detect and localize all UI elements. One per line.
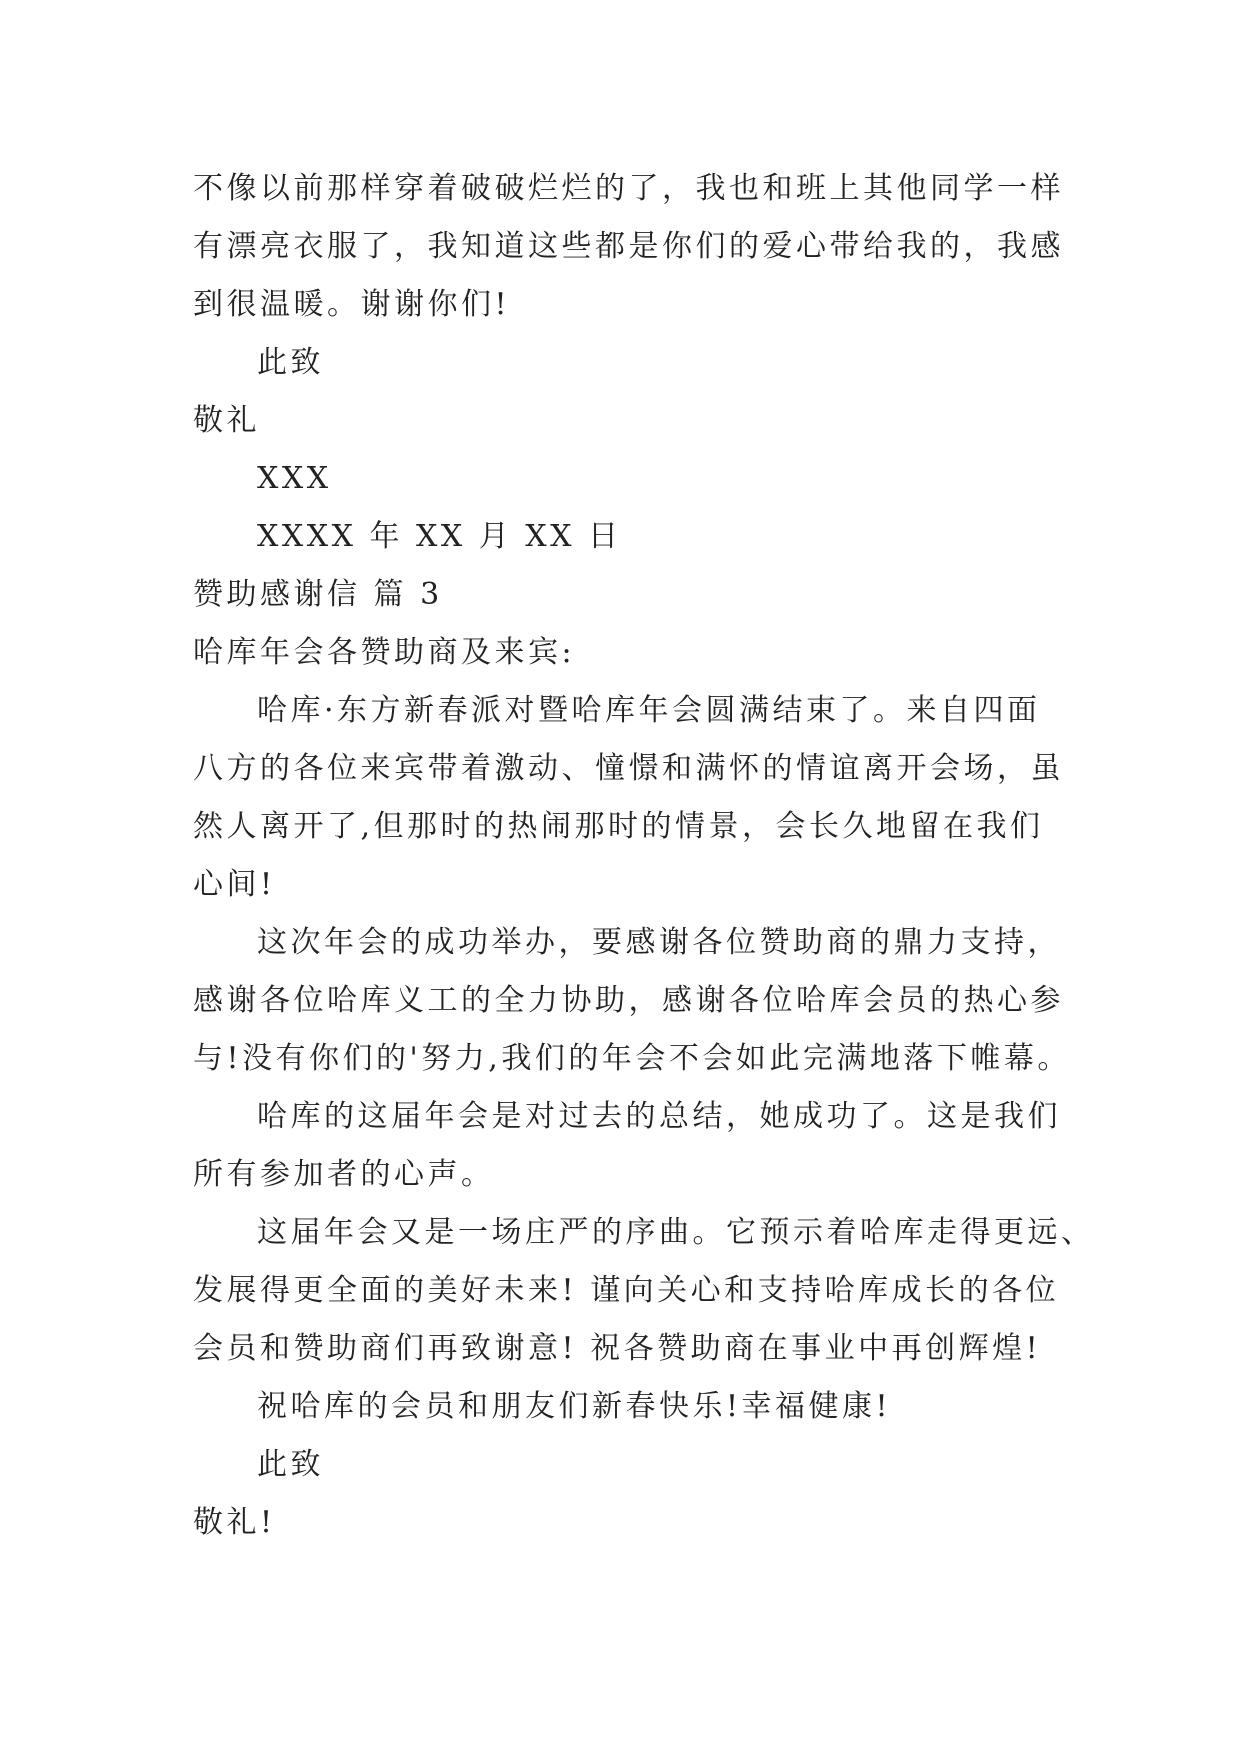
date-line: XXXX 年 XX 月 XX 日 [257,519,622,554]
text-line: 所有参加者的心声。 [193,1157,495,1192]
closing-salutation: 此致 [257,345,324,380]
section-heading: 赞助感谢信 篇 3 [193,577,443,612]
text-line: 发展得更全面的美好未来! 谨向关心和支持哈库成长的各位 [193,1273,1060,1308]
text-line: 会员和赞助商们再致谢意! 祝各赞助商在事业中再创辉煌! [193,1331,1042,1366]
closing-regards: 敬礼 [193,403,260,438]
text-line: 八方的各位来宾带着激动、憧憬和满怀的情谊离开会场，虽 [193,751,1064,786]
text-line: 不像以前那样穿着破破烂烂的了，我也和班上其他同学一样 [193,171,1064,206]
text-line: 感谢各位哈库义工的全力协助，感谢各位哈库会员的热心参 [193,983,1064,1018]
text-line: 有漂亮衣服了，我知道这些都是你们的爱心带给我的，我感 [193,229,1064,264]
text-line: 与!没有你们的'努力,我们的年会不会如此完满地落下帷幕。 [193,1041,1071,1076]
signature: XXX [257,461,332,496]
letter-body [193,160,1095,1552]
text-line: 这届年会又是一场庄严的序曲。它预示着哈库走得更远、 [257,1215,1095,1250]
greeting: 哈库年会各赞助商及来宾: [193,635,576,670]
text-line: 这次年会的成功举办，要感谢各位赞助商的鼎力支持， [257,925,1061,960]
text-line: 哈库·东方新春派对暨哈库年会圆满结束了。来自四面 [257,693,1041,728]
text-line: 祝哈库的会员和朋友们新春快乐!幸福健康! [257,1389,892,1424]
text-line: 到很温暖。谢谢你们! [193,287,511,322]
closing-regards: 敬礼! [193,1505,276,1540]
text-line: 哈库的这届年会是对过去的总结，她成功了。这是我们 [257,1099,1061,1134]
text-line: 然人离开了,但那时的热闹那时的情景，会长久地留在我们 [193,809,1044,844]
text-line: 心间! [193,867,276,902]
closing-salutation: 此致 [257,1447,324,1482]
